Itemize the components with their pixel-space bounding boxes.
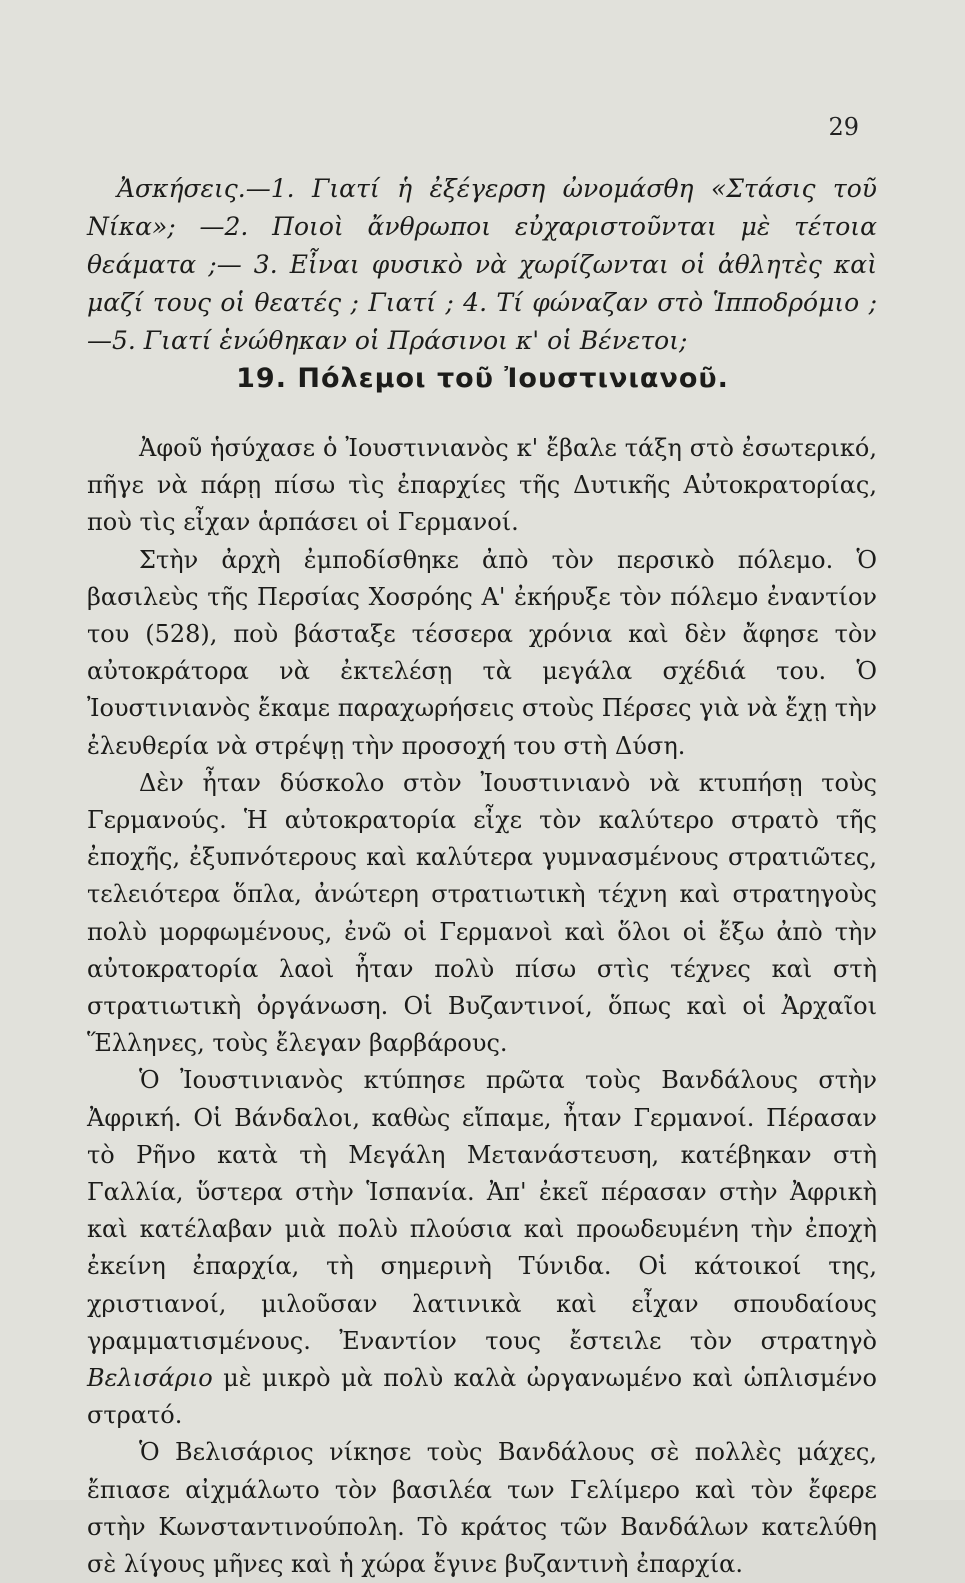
exercises-text: —1. Γιατί ἡ ἐξέγερση ὠνομάσθη «Στάσις τοῦ Νίκα»; —2. Ποιοὶ ἄνθρωποι εὐχαριστοῦνται μὲ τέτοια θεάματα ;— 3. Εἶναι φυσικὸ νὰ χωρίζωνται οἱ ἀθλητὲς καὶ μαζί τους οἱ θεατές ; Γιατί ; 4. Τί φώναζαν στὸ Ἱπποδρόμιο ;—5. Γιατί ἑνώθηκαν οἱ Πράσινοι κ' οἱ Βένετοι;	[87, 174, 877, 355]
paragraph-1: Ἀφοῦ ἡσύχασε ὁ Ἰουστινιανὸς κ' ἔβαλε τάξη στὸ ἐσωτερικό, πῆγε νὰ πάρῃ πίσω τὶς ἐπαρχίες τῆς Δυτικῆς Αὐτοκρατορίας, ποὺ τὶς εἶχαν ἁρπάσει οἱ Γερμανοί.	[87, 434, 877, 537]
paragraph-4-text-a: Ὁ Ἰουστινιανὸς κτύπησε πρῶτα τοὺς Βανδάλους στὴν Ἀφρική. Οἱ Βάνδαλοι, καθὼς εἴπαμε, ἦταν Γερμανοί. Πέρασαν τὸ Ρῆνο κατὰ τὴ Μεγάλη Μετανάστευση, κατέβηκαν στὴ Γαλλία, ὕστερα στὴν Ἱσπανία. Ἀπ' ἐκεῖ πέρασαν στὴν Ἀφρικὴ καὶ κατέλαβαν μιὰ πολὺ πλούσια καὶ προωδευμένη τὴν ἐποχὴ ἐκείνη ἐπαρχία, τὴ σημερινὴ Τύνιδα. Οἱ κάτοικοί της, χριστιανοί, μιλοῦσαν λατινικὰ καὶ εἶχαν σπουδαίους γραμματισμένους. Ἐναντίον τους ἔστειλε τὸν στρατηγὸ	[87, 1066, 877, 1355]
paragraph-2: Στὴν ἀρχὴ ἐμποδίσθηκε ἀπὸ τὸν περσικὸ πόλεμο. Ὁ βασιλεὺς τῆς Περσίας Χοσρόης Α' ἐκήρυξε τὸν πόλεμο ἐναντίον του (528), ποὺ βάσταξε τέσσερα χρόνια καὶ δὲν ἄφησε τὸν αὐτοκράτορα νὰ ἐκτελέσῃ τὰ μεγάλα σχέδιά του. Ὁ Ἰουστινιανὸς ἔκαμε παραχωρήσεις στοὺς Πέρσες γιὰ νὰ ἔχῃ τὴν ἐλευθερία νὰ στρέψῃ τὴν προσοχή του στὴ Δύση.	[87, 545, 877, 760]
general-name: Βελισάριο	[87, 1364, 213, 1393]
paragraph-5: Ὁ Βελισάριος νίκησε τοὺς Βανδάλους σὲ πολλὲς μάχες, ἔπιασε αἰχμάλωτο τὸν βασιλέα των Γελίμερο καὶ τὸν ἔφερε στὴν Κωνσταντινούπολη. Τὸ κράτος τῶν Βανδάλων κατελύθη σὲ λίγους μῆνες καὶ ἡ χώρα ἔγινε βυζαντινὴ ἐπαρχία.	[87, 1438, 877, 1579]
exercises-label: Ἀσκήσεις.	[117, 174, 246, 203]
chapter-body	[87, 430, 877, 1583]
chapter-title: 19. Πόλεμοι τοῦ Ἰουστινιανοῦ.	[236, 363, 729, 394]
paragraph-4	[87, 1062, 877, 1434]
page-number: 29	[828, 113, 859, 141]
paragraph-4-text-b: μὲ μικρὸ μὰ πολὺ καλὰ ὠργανωμένο καὶ ὡπλισμένο στρατό.	[87, 1364, 877, 1430]
exercises-section	[87, 170, 877, 360]
paragraph-3: Δὲν ἦταν δύσκολο στὸν Ἰουστινιανὸ νὰ κτυπήσῃ τοὺς Γερμανούς. Ἡ αὐτοκρατορία εἶχε τὸν καλύτερο στρατὸ τῆς ἐποχῆς, ἐξυπνότερους καὶ καλύτερα γυμνασμένους στρατιῶτες, τελειότερα ὅπλα, ἀνώτερη στρατιωτικὴ τέχνη καὶ στρατηγοὺς πολὺ μορφωμένους, ἐνῶ οἱ Γερμανοὶ καὶ ὅλοι οἱ ἔξω ἀπὸ τὴν αὐτοκρατορία λαοὶ ἦταν πολὺ πίσω στὶς τέχνες καὶ στὴ στρατιωτικὴ ὀργάνωση. Οἱ Βυζαντινοί, ὅπως καὶ οἱ Ἀρχαῖοι Ἕλληνες, τοὺς ἔλεγαν βαρβάρους.	[87, 768, 877, 1058]
